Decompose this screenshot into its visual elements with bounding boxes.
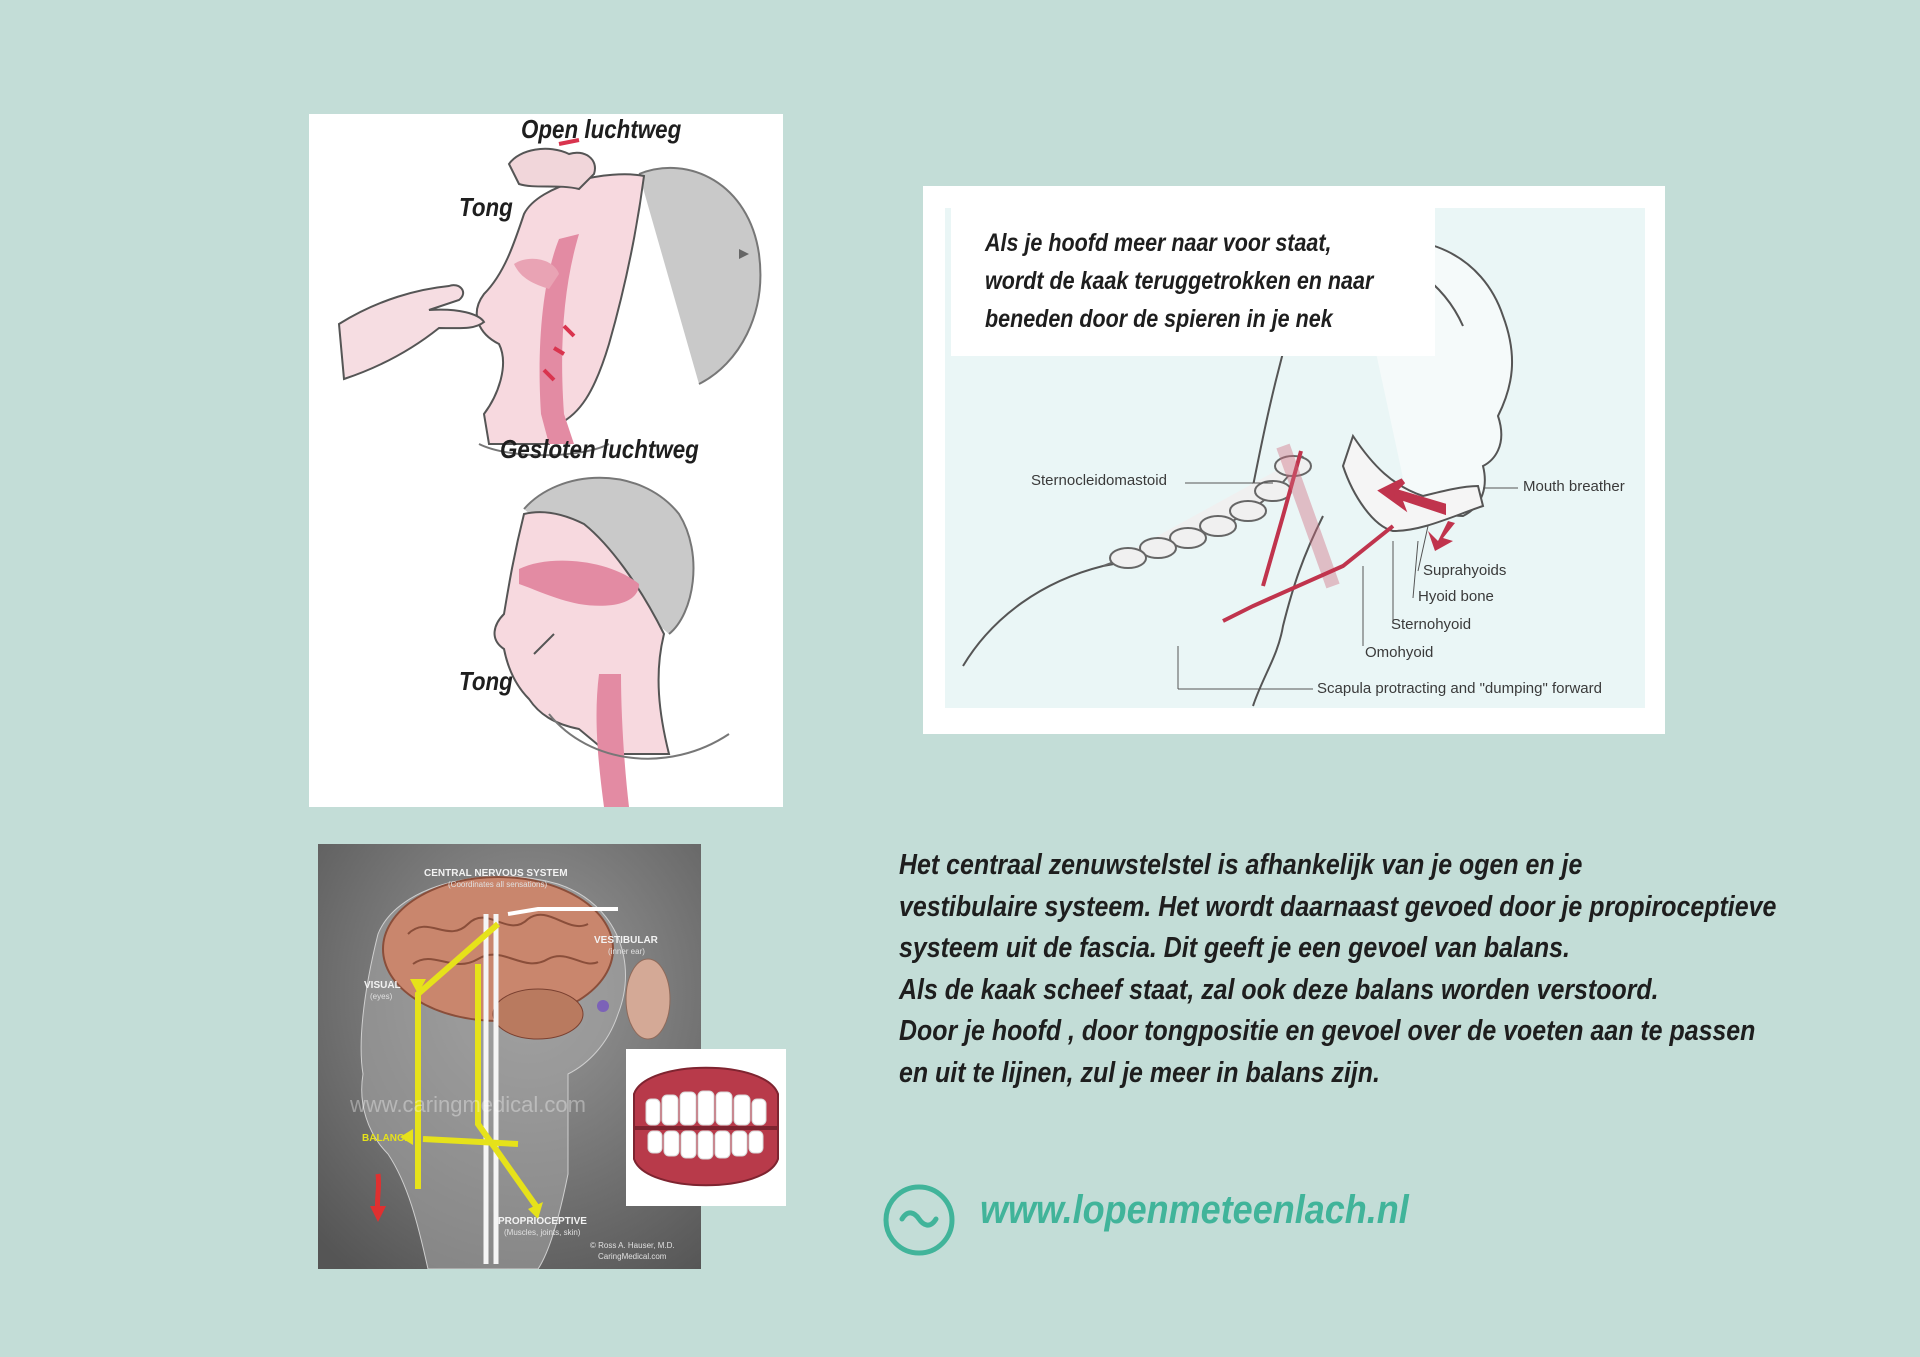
head-open-airway	[477, 140, 761, 455]
neck-posture-illustration	[923, 186, 1665, 734]
cns-balance: BALANCE	[362, 1133, 411, 1144]
cns-proprioceptive-sub: (Muscles, joints, skin)	[504, 1228, 581, 1237]
cns-proprioceptive: PROPRIOCEPTIVE	[498, 1216, 587, 1227]
body-text-line: Het centraal zenuwstelstel is afhankelijk van je ogen en je	[899, 849, 1583, 881]
website-link[interactable]: www.lopenmeteenlach.nl	[980, 1188, 1409, 1232]
cns-visual: VISUAL	[364, 980, 401, 991]
body-text-line: Door je hoofd , door tongpositie en gevoel over de voeten aan te passen	[899, 1015, 1756, 1047]
label-sternohyoid: Sternohyoid	[1391, 616, 1472, 633]
ear-illustration	[626, 959, 670, 1039]
label-closed-airway: Gesloten luchtweg	[500, 434, 699, 464]
teeth-illustration	[626, 1049, 786, 1206]
body-text	[899, 845, 1919, 1094]
cns-credit-site: CaringMedical.com	[598, 1252, 667, 1261]
head-closed-airway	[495, 478, 729, 807]
label-open-airway: Open luchtweg	[521, 114, 682, 144]
cns-visual-sub: (eyes)	[370, 992, 393, 1001]
cns-vestibular-sub: (inner ear)	[608, 947, 645, 956]
label-scapula: Scapula protracting and "dumping" forward	[1317, 680, 1602, 697]
cns-watermark: www.caringmedical.com	[350, 1092, 586, 1117]
label-sternocleidomastoid: Sternocleidomastoid	[1031, 472, 1167, 489]
label-tongue-top: Tong	[459, 192, 513, 222]
teeth-drawing	[626, 1049, 786, 1206]
neck-caption-line: Als je hoofd meer naar voor staat,	[985, 229, 1332, 257]
cns-vestibular: VESTIBULAR	[594, 935, 658, 946]
neck-caption-line: beneden door de spieren in je nek	[985, 305, 1333, 333]
body-text-line: systeem uit de fascia. Dit geeft je een gevoel van balans.	[899, 932, 1570, 964]
cns-subtitle: (Coordinates all sensations)	[448, 880, 548, 889]
neck-caption-box	[951, 206, 1435, 356]
airway-illustration	[309, 114, 783, 807]
label-hyoid-bone: Hyoid bone	[1418, 588, 1494, 605]
body-text-line: vestibulaire systeem. Het wordt daarnaast gevoed door je propiroceptieve	[899, 890, 1777, 923]
smile-logo-icon	[882, 1183, 956, 1257]
cns-title: CENTRAL NERVOUS SYSTEM	[424, 868, 568, 879]
body-text-line: Als de kaak scheef staat, zal ook deze balans worden verstoord.	[899, 973, 1659, 1006]
body-text-line: en uit te lijnen, zul je meer in balans zijn.	[899, 1056, 1380, 1089]
hand-illustration	[339, 285, 484, 379]
neck-caption-line: wordt de kaak teruggetrokken en naar	[985, 267, 1374, 295]
label-mouth-breather: Mouth breather	[1523, 478, 1625, 495]
label-omohyoid: Omohyoid	[1365, 644, 1434, 661]
label-tongue-bottom: Tong	[459, 666, 513, 696]
label-suprahyoids: Suprahyoids	[1423, 562, 1507, 579]
cns-credit: © Ross A. Hauser, M.D.	[590, 1241, 675, 1250]
